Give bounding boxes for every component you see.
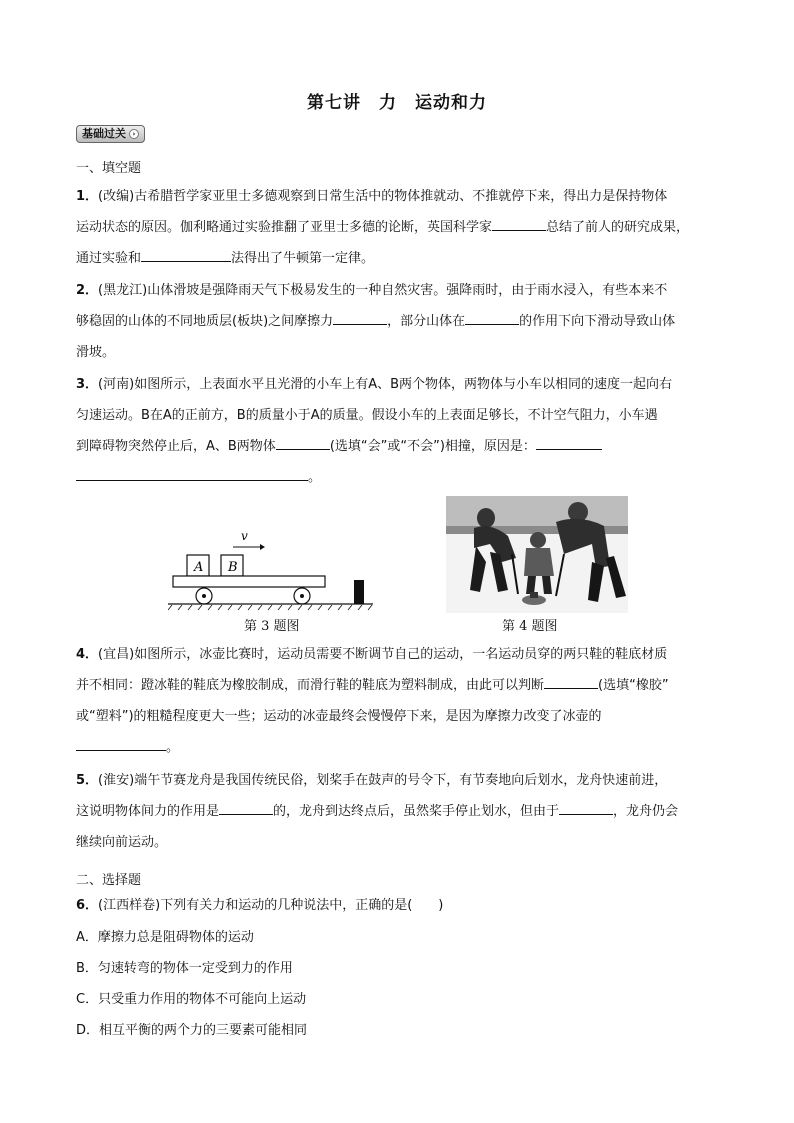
question-text: (宜昌)如图所示，冰壶比赛时，运动员需要不断调节自己的运动，一名运动员穿的两只鞋的鞋底材质 bbox=[98, 647, 668, 662]
figure-3-cart-diagram bbox=[168, 528, 373, 613]
question-text: (选填“橡胶” bbox=[598, 678, 669, 693]
answer-blank[interactable] bbox=[276, 435, 330, 450]
question-number: 5． bbox=[76, 773, 99, 788]
question-text: 。 bbox=[308, 470, 322, 485]
question-text: 的，龙舟到达终点后，虽然桨手停止划水，但由于 bbox=[273, 804, 560, 819]
question-text: ，龙舟仍会 bbox=[613, 804, 679, 819]
question-text: 总结了前人的研究成果， bbox=[546, 220, 690, 235]
answer-blank[interactable] bbox=[559, 800, 613, 815]
question-number: 1． bbox=[76, 189, 99, 204]
question-text: 运动状态的原因。伽利略通过实验推翻了亚里士多德的论断，英国科学家 bbox=[76, 220, 493, 235]
question-text: (河南)如图所示，上表面水平且光滑的小车上有A、B两个物体，两物体与小车以相同的速度一起向右 bbox=[98, 377, 673, 392]
question-6 bbox=[76, 890, 720, 921]
block-a-label: A bbox=[194, 560, 204, 575]
question-text: (改编)古希腊哲学家亚里士多德观察到日常生活中的物体推就动、不推就停下来，得出力是保持物体 bbox=[98, 189, 668, 204]
answer-blank[interactable] bbox=[465, 310, 519, 325]
question-1 bbox=[76, 181, 720, 274]
answer-blank[interactable] bbox=[333, 310, 387, 325]
question-text: 的作用下向下滑动导致山体 bbox=[519, 314, 676, 329]
answer-blank[interactable] bbox=[141, 247, 231, 262]
question-text: (淮安)端午节赛龙舟是我国传统民俗，划桨手在鼓声的号令下，有节奏地向后划水，龙舟快速前进， bbox=[98, 773, 668, 788]
figure-4-caption: 第 4 题图 bbox=[502, 619, 558, 634]
question-3 bbox=[76, 369, 720, 493]
question-text: 或“塑料”)的粗糙程度更大一些；运动的冰壶最终会慢慢停下来，是因为摩擦力改变了冰壶的 bbox=[76, 709, 602, 724]
cart-diagram-svg bbox=[168, 528, 373, 613]
question-text: 继续向前运动。 bbox=[76, 835, 168, 850]
option-c[interactable]: C．只受重力作用的物体不可能向上运动 bbox=[76, 992, 307, 1007]
cart-body bbox=[173, 576, 325, 587]
question-text: 到障碍物突然停止后，A、B两物体 bbox=[76, 439, 276, 454]
option-d[interactable]: D．相互平衡的两个力的三要素可能相同 bbox=[76, 1023, 308, 1038]
option-a[interactable]: A．摩擦力总是阻碍物体的运动 bbox=[76, 930, 254, 945]
question-text: ，部分山体在 bbox=[387, 314, 466, 329]
question-2 bbox=[76, 275, 720, 368]
question-text: 够稳固的山体的不同地质层(板块)之间摩擦力 bbox=[76, 314, 334, 329]
section-badge bbox=[76, 125, 145, 143]
question-text: 滑坡。 bbox=[76, 345, 116, 360]
question-number: 4． bbox=[76, 647, 99, 662]
answer-blank[interactable] bbox=[76, 736, 166, 751]
question-text: (江西样卷)下列有关力和运动的几种说法中，正确的是( ) bbox=[98, 898, 444, 913]
answer-blank[interactable] bbox=[492, 216, 546, 231]
velocity-arrowhead bbox=[260, 544, 265, 550]
badge-dot-icon: › bbox=[129, 129, 139, 139]
figure-4-curling-photo bbox=[446, 496, 628, 613]
option-b[interactable]: B．匀速转弯的物体一定受到力的作用 bbox=[76, 961, 293, 976]
page-title: 第七讲 力 运动和力 bbox=[307, 93, 487, 113]
badge-label: 基础过关 bbox=[82, 127, 126, 140]
ground-hatch bbox=[168, 605, 372, 610]
question-number: 6． bbox=[76, 898, 99, 913]
figure-3-caption: 第 3 题图 bbox=[244, 619, 300, 634]
velocity-label: v bbox=[241, 529, 248, 543]
question-text: (黑龙江)山体滑坡是强降雨天气下极易发生的一种自然灾害。强降雨时，由于雨水浸入，有些本来不 bbox=[98, 283, 668, 298]
question-text: 通过实验和 bbox=[76, 251, 142, 266]
question-text: 匀速运动。B在A的正前方，B的质量小于A的质量。假设小车的上表面足够长，不计空气阻力，小车遇 bbox=[76, 408, 658, 423]
question-text: 。 bbox=[166, 740, 180, 755]
question-text: 并不相同：蹬冰鞋的鞋底为橡胶制成，而滑行鞋的鞋底为塑料制成，由此可以判断 bbox=[76, 678, 545, 693]
block-b-label: B bbox=[228, 560, 238, 575]
answer-blank[interactable] bbox=[76, 466, 308, 481]
question-number: 3． bbox=[76, 377, 99, 392]
question-text: 这说明物体间力的作用是 bbox=[76, 804, 220, 819]
answer-blank[interactable] bbox=[536, 435, 602, 450]
question-5 bbox=[76, 765, 720, 858]
answer-blank[interactable] bbox=[219, 800, 273, 815]
question-text: 法得出了牛顿第一定律。 bbox=[231, 251, 375, 266]
section-choice-heading: 二、选择题 bbox=[76, 873, 142, 888]
answer-blank[interactable] bbox=[544, 674, 598, 689]
question-number: 2． bbox=[76, 283, 99, 298]
question-4 bbox=[76, 639, 720, 763]
obstacle bbox=[354, 580, 364, 604]
curling-photo-svg bbox=[446, 496, 628, 613]
question-text: (选填“会”或“不会”)相撞，原因是： bbox=[329, 439, 536, 454]
section-fill-heading: 一、填空题 bbox=[76, 161, 142, 176]
